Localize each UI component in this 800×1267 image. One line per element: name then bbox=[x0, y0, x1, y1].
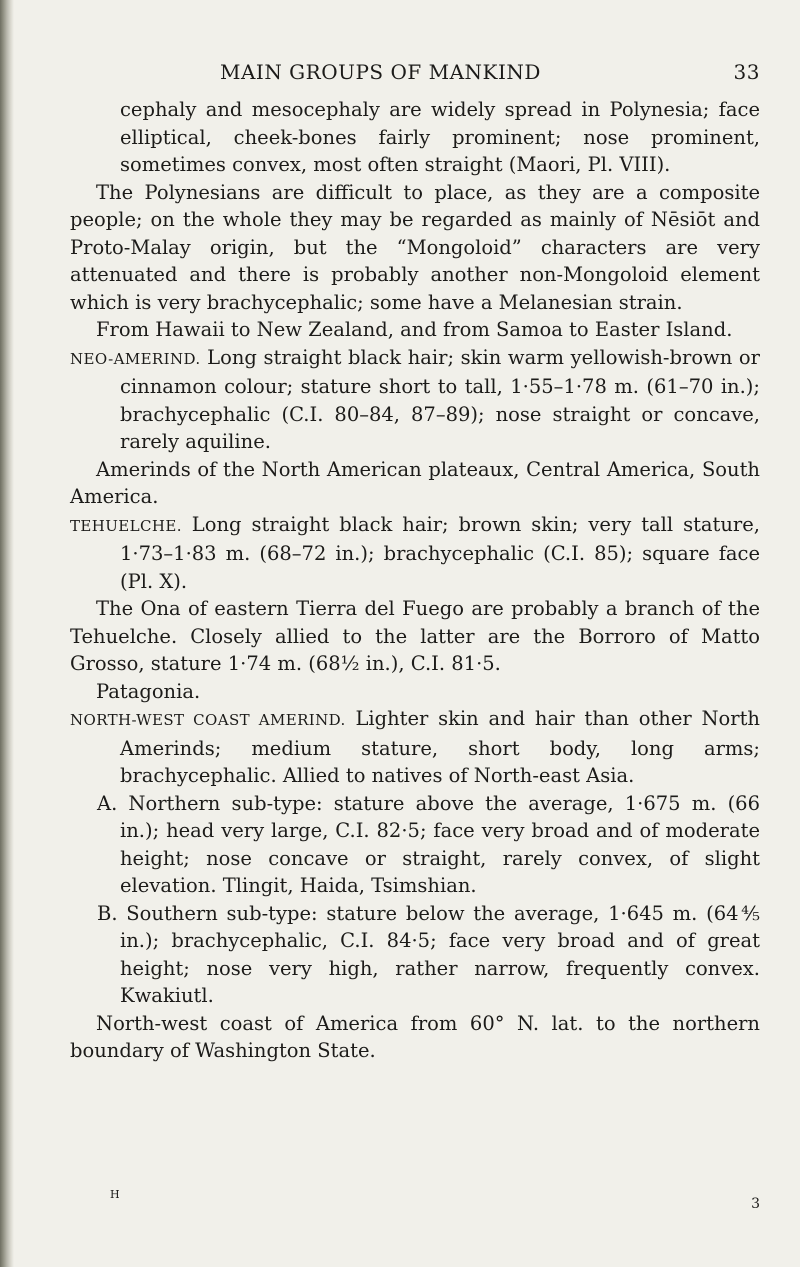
running-head-title: MAIN GROUPS OF MANKIND bbox=[220, 60, 541, 84]
book-spine-shadow bbox=[0, 0, 14, 1267]
entry-text: Long straight black hair; skin warm yellowish-brown or cinnamon colour; stature short to tall, 1·55–1·78 m. (61–70 in.); brachycephalic (C.I. 80–84, 87–89); nose straight or concave, rarely aquiline. bbox=[120, 345, 760, 453]
paragraph-polynesians: The Polynesians are difficult to place, as they are a composite people; on the whole they may be regarded as mainly of Nēsiōt and Proto-Malay origin, but the “Mongoloid” characters are very attenuated and there is probably another non-Mongoloid element which is very brachycephalic; some have a Melanesian strain. bbox=[70, 180, 760, 314]
signature-mark: H bbox=[110, 1188, 120, 1201]
entry-text: Lighter skin and hair than other North Amerinds; medium stature, short body, long arms; brachycephalic. Allied to natives of North-east Asia. bbox=[120, 707, 760, 787]
gathering-number: 3 bbox=[751, 1196, 760, 1212]
page-body bbox=[70, 96, 760, 1065]
entry-north-west-coast-amerind bbox=[70, 705, 760, 790]
entry-term: NEO-AMERIND. bbox=[70, 349, 201, 368]
entry-text: Long straight black hair; brown skin; very tall stature, 1·73–1·83 m. (68–72 in.); brachycephalic (C.I. 85); square face (Pl. X). bbox=[120, 512, 760, 593]
book-page bbox=[70, 60, 760, 1240]
paragraph-north-west-range: North-west coast of America from 60° N. lat. to the northern boundary of Washington State. bbox=[70, 1011, 760, 1062]
subtype-southern: B. Southern sub-type: stature below the average, 1·645 m. (64⅘ in.); brachycephalic, C.I. 84·5; face very broad and of great height; nose very high, rather narrow, frequently convex. Kwakiutl. bbox=[97, 901, 760, 1007]
subtype-northern: A. Northern sub-type: stature above the average, 1·675 m. (66 in.); head very large, C.I. 82·5; face very broad and of moderate height; nose concave or straight, rarely convex, of slight elevation. Tlingit, Haida, Tsimshian. bbox=[97, 791, 760, 897]
paragraph-ona: The Ona of eastern Tierra del Fuego are probably a branch of the Tehuelche. Closely allied to the latter are the Borroro of Matto Grosso, stature 1·74 m. (68½ in.), C.I. 81·5. bbox=[70, 597, 760, 675]
entry-term: TEHUELCHE. bbox=[70, 516, 182, 535]
paragraph-amerind-range: Amerinds of the North American plateaux, Central America, South America. bbox=[70, 457, 760, 508]
entry-tehuelche bbox=[70, 511, 760, 596]
entry-neo-amerind bbox=[70, 344, 760, 456]
page-number: 33 bbox=[733, 60, 760, 84]
entry-term: NORTH-WEST COAST AMERIND. bbox=[70, 711, 346, 729]
paragraph-polynesia-range: From Hawaii to New Zealand, and from Samoa to Easter Island. bbox=[96, 318, 733, 341]
paragraph-patagonia: Patagonia. bbox=[96, 679, 201, 703]
paragraph-continuation: cephaly and mesocephaly are widely spread in Polynesia; face elliptical, cheek-bones fairly prominent; nose prominent, sometimes convex, most often straight (Maori, Pl. VIII). bbox=[120, 98, 760, 176]
running-head bbox=[70, 60, 760, 96]
